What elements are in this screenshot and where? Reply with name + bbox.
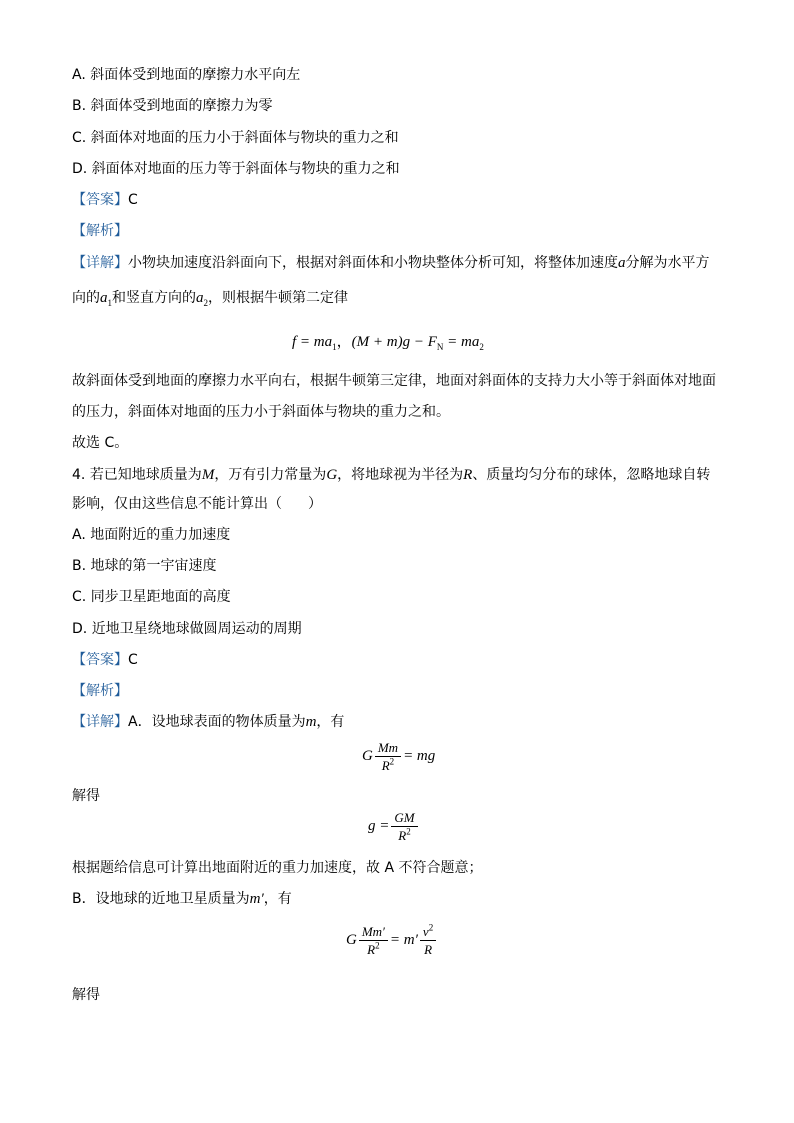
detail-tag: 【详解】 bbox=[72, 714, 128, 730]
q3-detail-line2 bbox=[72, 288, 348, 308]
option-text: 同步卫星距地面的高度 bbox=[90, 589, 231, 605]
eq-term: = mg bbox=[403, 747, 436, 764]
stem-text: 影响，仅由这些信息不能计算出（ bbox=[72, 496, 282, 512]
detail-text: 故斜面体受到地面的摩擦力水平向右，根据牛顿第三定律，地面对斜面体的支持力大小等于斜面体对地面 bbox=[72, 373, 716, 389]
eq-term: G bbox=[346, 931, 357, 948]
eq-separator: ， bbox=[336, 334, 352, 350]
detail-text: ，有 bbox=[263, 891, 292, 907]
option-label: A. bbox=[72, 67, 86, 83]
stem-text: 、质量均匀分布的球体，忽略地球自转 bbox=[472, 467, 711, 483]
stem-text: ） bbox=[308, 496, 322, 512]
q3-detail-line3 bbox=[72, 371, 716, 391]
option-label: B. bbox=[72, 558, 87, 574]
conclusion-text: 根据题给信息可计算出地面附近的重力加速度，故 A 不符合题意； bbox=[72, 860, 483, 876]
option-text: 近地卫星绕地球做圆周运动的周期 bbox=[91, 621, 302, 637]
numerator: GM bbox=[391, 810, 417, 827]
q4-detail-b bbox=[72, 889, 292, 909]
denominator: $R^2$ bbox=[398, 826, 411, 843]
stem-text: ，万有引力常量为 bbox=[214, 467, 327, 483]
solve-text: 解得 bbox=[72, 987, 100, 1003]
fraction bbox=[375, 740, 401, 773]
q3-option-c bbox=[72, 128, 399, 148]
option-label: D. bbox=[72, 161, 88, 177]
q3-detail-line1 bbox=[72, 253, 710, 273]
analysis-tag: 【解析】 bbox=[72, 683, 128, 699]
eq-term: = $ma_1$ bbox=[299, 334, 337, 352]
q4-conclusion-a bbox=[72, 858, 482, 878]
option-text: 地球的第一宇宙速度 bbox=[90, 558, 217, 574]
option-label: A. bbox=[72, 527, 86, 543]
fraction bbox=[359, 924, 388, 957]
numerator: Mm′ bbox=[359, 924, 388, 941]
fraction bbox=[420, 924, 436, 957]
detail-text: A．设地球表面的物体质量为 bbox=[128, 714, 306, 730]
solve-text: 解得 bbox=[72, 788, 100, 804]
equation-newton-second-law bbox=[292, 330, 484, 351]
detail-text: 分解为水平方 bbox=[625, 255, 710, 271]
q4-stem-line2 bbox=[72, 494, 322, 514]
conclusion-text: 故选 C。 bbox=[72, 435, 129, 451]
detail-tag: 【详解】 bbox=[72, 255, 128, 271]
answer-tag: 【答案】 bbox=[72, 652, 128, 668]
q3-conclusion bbox=[72, 433, 128, 453]
fraction bbox=[391, 810, 417, 843]
eq-term: G bbox=[362, 747, 373, 764]
detail-text: ，有 bbox=[316, 714, 345, 730]
q4-solve-1 bbox=[72, 786, 100, 806]
q4-answer bbox=[72, 650, 138, 670]
option-text: 斜面体受到地面的摩擦力为零 bbox=[90, 98, 273, 114]
eq-term: f bbox=[292, 334, 297, 350]
q4-analysis-heading bbox=[72, 681, 128, 701]
detail-text: B．设地球的近地卫星质量为 bbox=[72, 891, 250, 907]
option-text: 地面附近的重力加速度 bbox=[90, 527, 231, 543]
q4-option-b bbox=[72, 556, 217, 576]
analysis-tag: 【解析】 bbox=[72, 223, 128, 239]
symbol-R: R bbox=[463, 467, 473, 483]
equation-g-result bbox=[368, 810, 420, 843]
detail-text: ，则根据牛顿第二定律 bbox=[208, 290, 348, 306]
option-label: C. bbox=[72, 589, 87, 605]
denominator: R bbox=[424, 942, 433, 957]
q4-solve-2 bbox=[72, 985, 100, 1005]
equation-orbital bbox=[346, 924, 438, 957]
answer-tag: 【答案】 bbox=[72, 192, 128, 208]
option-text: 斜面体受到地面的摩擦力水平向左 bbox=[90, 67, 301, 83]
question-number: 4. bbox=[72, 467, 86, 483]
symbol-m: m bbox=[305, 714, 317, 730]
symbol-m-prime: m′ bbox=[249, 891, 264, 907]
symbol-a1: $a_1$ bbox=[100, 290, 112, 308]
eq-term: $(M + m)g - F_N$ bbox=[351, 334, 444, 352]
q4-option-a bbox=[72, 525, 230, 545]
symbol-a: a bbox=[618, 255, 626, 271]
eq-term: g = bbox=[368, 817, 390, 834]
q3-option-d bbox=[72, 159, 400, 179]
detail-text: 的压力，斜面体对地面的压力小于斜面体与物块的重力之和。 bbox=[72, 404, 450, 420]
numerator: Mm bbox=[375, 740, 401, 757]
q4-stem-line1 bbox=[72, 465, 710, 485]
q4-detail-a bbox=[72, 712, 344, 732]
symbol-a2: $a_2$ bbox=[196, 290, 208, 308]
denominator: $R^2$ bbox=[381, 756, 395, 773]
stem-text: ，将地球视为半径为 bbox=[337, 467, 464, 483]
option-label: B. bbox=[72, 98, 87, 114]
option-label: D. bbox=[72, 621, 88, 637]
numerator: $v^2$ bbox=[420, 924, 436, 941]
symbol-M: M bbox=[201, 467, 215, 483]
detail-text: 和竖直方向的 bbox=[112, 290, 196, 306]
eq-term: = $ma_2$ bbox=[447, 334, 484, 352]
q3-detail-line4 bbox=[72, 402, 450, 422]
answer-value: C bbox=[128, 192, 138, 208]
symbol-G: G bbox=[326, 467, 338, 483]
q3-answer bbox=[72, 190, 138, 210]
option-label: C. bbox=[72, 130, 87, 146]
option-text: 斜面体对地面的压力小于斜面体与物块的重力之和 bbox=[90, 130, 399, 146]
eq-term: = m′ bbox=[389, 931, 418, 948]
option-text: 斜面体对地面的压力等于斜面体与物块的重力之和 bbox=[91, 161, 400, 177]
answer-value: C bbox=[128, 652, 138, 668]
q4-option-d bbox=[72, 619, 302, 639]
q3-option-a bbox=[72, 65, 300, 85]
detail-text: 小物块加速度沿斜面向下，根据对斜面体和小物块整体分析可知，将整体加速度 bbox=[128, 255, 618, 271]
equation-gravity-surface bbox=[362, 740, 435, 773]
q3-option-b bbox=[72, 96, 273, 116]
q3-analysis-heading bbox=[72, 221, 128, 241]
stem-text: 若已知地球质量为 bbox=[89, 467, 202, 483]
q4-option-c bbox=[72, 587, 231, 607]
denominator: $R^2$ bbox=[367, 940, 380, 957]
detail-text: 向的 bbox=[72, 290, 100, 306]
